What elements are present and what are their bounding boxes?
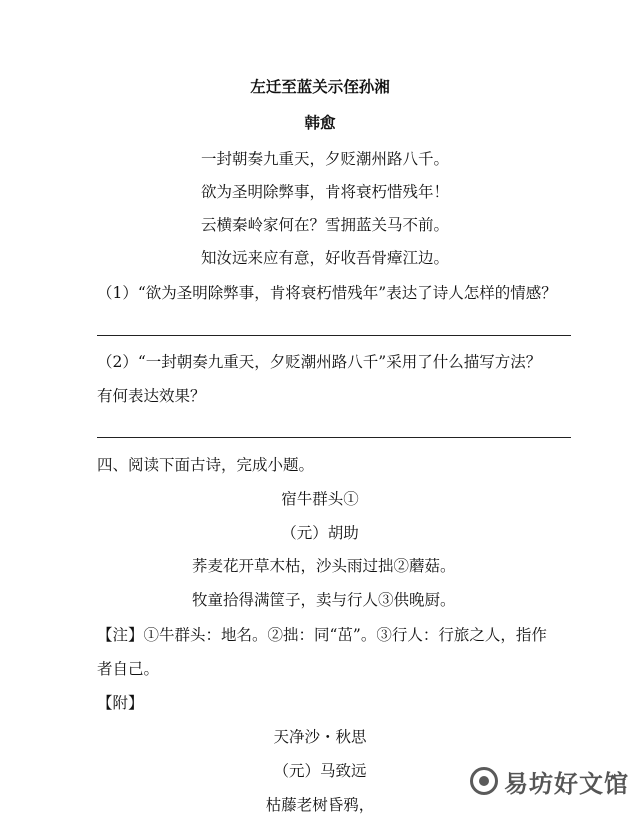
section4-note-line-1: 【注】①牛群头：地名。②拙：同“茁”。③行人：行旅之人，指作 — [97, 626, 547, 644]
section4-poem-line-1: 荞麦花开草木枯，沙头雨过拙②蘑菇。 — [192, 557, 456, 575]
watermark-logo-icon — [470, 767, 498, 795]
section4-poem-title: 宿牛群头① — [281, 490, 359, 508]
watermark-text: 易坊好文馆 — [504, 769, 629, 798]
question-2-line-1: （2）“一封朝奏九重天，夕贬潮州路八千”采用了什么描写方法？ — [97, 353, 542, 371]
poem1-author: 韩愈 — [304, 113, 336, 132]
question-2-line-2: 有何表达效果？ — [97, 387, 206, 405]
poem1-line-3: 云横秦岭家何在？雪拥蓝关马不前。 — [201, 216, 450, 234]
question-1: （1）“欲为圣明除弊事，肯将衰朽惜残年”表达了诗人怎样的情感？ — [97, 284, 557, 302]
section4-poem-line-2: 牧童拾得满筐子，卖与行人③供晚厨。 — [192, 591, 456, 609]
poem1-title: 左迁至蓝关示侄孙湘 — [250, 77, 390, 96]
poem1-line-1: 一封朝奏九重天，夕贬潮州路八千。 — [201, 150, 450, 168]
section4-note-line-2: 者自己。 — [97, 660, 160, 678]
section4-poem-author: （元）胡助 — [281, 524, 359, 542]
section4-heading: 四、阅读下面古诗，完成小题。 — [97, 456, 315, 474]
answer-line-2[interactable] — [97, 437, 571, 438]
watermark — [470, 756, 629, 806]
appendix-poem-line-1: 枯藤老树昏鸦， — [265, 796, 375, 814]
appendix-poem-author: （元）马致远 — [273, 762, 367, 780]
poem1-line-4: 知汝远来应有意，好收吾骨瘴江边。 — [201, 249, 450, 267]
appendix-poem-title: 天净沙・秋思 — [273, 728, 367, 746]
appendix-label: 【附】 — [97, 694, 144, 712]
answer-line-1[interactable] — [97, 335, 571, 336]
poem1-line-2: 欲为圣明除弊事，肯将衰朽惜残年！ — [201, 183, 450, 201]
